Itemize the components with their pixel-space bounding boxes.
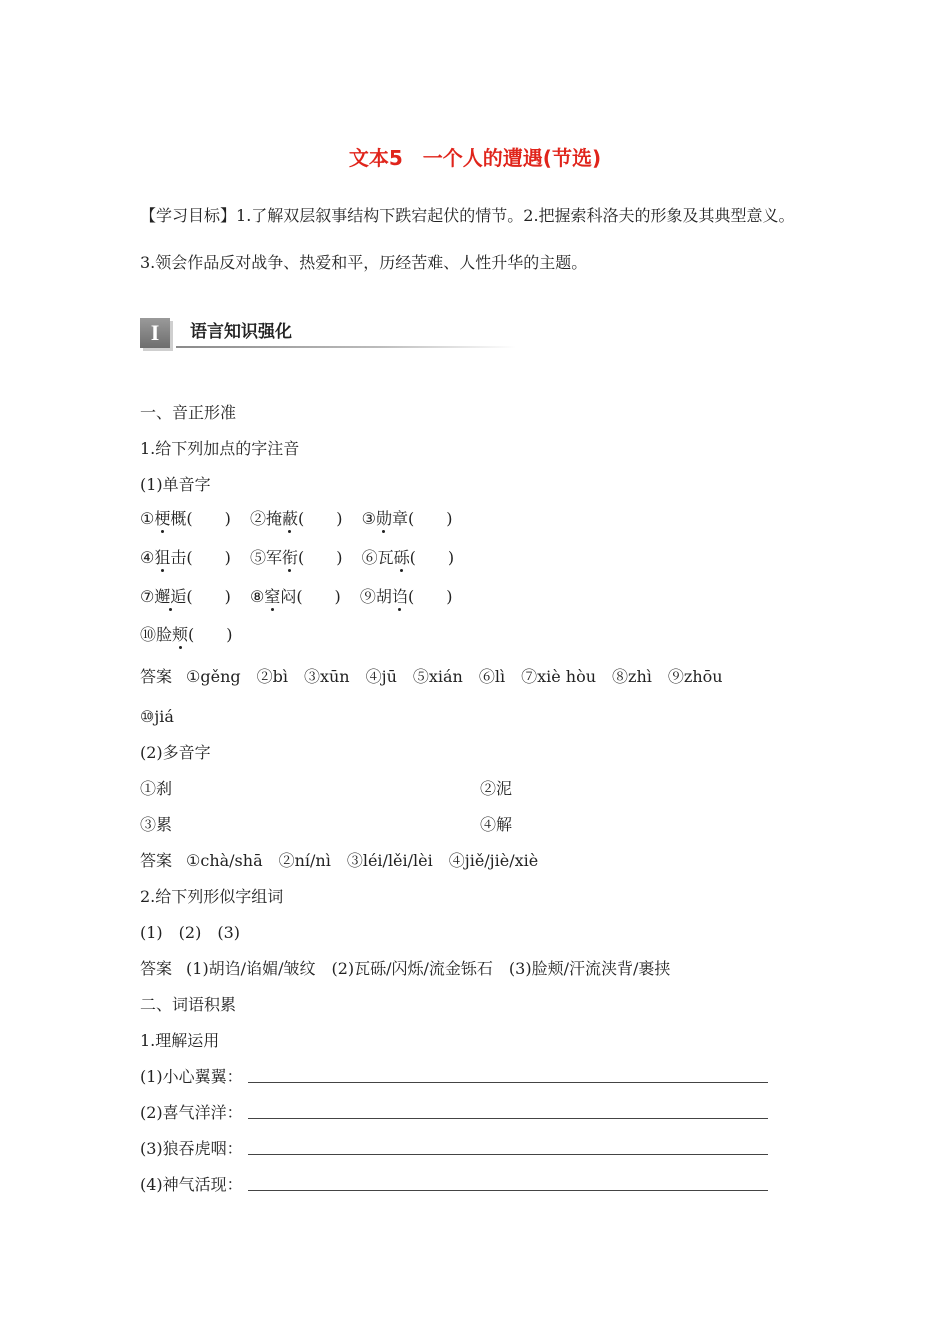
answer-text: ①chà/shā ②ní/nì ③léi/lěi/lèi ④jiě/jiè/xiè <box>186 851 539 870</box>
subsection-multi-char: (2)多音字 <box>140 743 211 762</box>
section-badge: I <box>140 318 170 348</box>
list-item: ⑩脸颊( ) <box>140 625 233 644</box>
answer-text: (1)胡诌/谄媚/皱纹 (2)瓦砾/闪烁/流金铄石 (3)脸颊/汗流浃背/裹挟 <box>186 959 671 978</box>
section-underline <box>176 346 516 348</box>
learning-goal-tag: 【学习目标】 <box>140 206 237 225</box>
answer-text: ①gěng ②bì ③xūn ④jū ⑤xián ⑥lì ⑦xiè hòu ⑧zhì ⑨zhōu <box>186 667 723 686</box>
list-item: ⑨胡诌( ) <box>359 587 453 606</box>
list-item: ⑤军衔( ) <box>249 548 343 567</box>
part2-question-1: 1.理解运用 <box>140 1031 220 1050</box>
list-item: ①刹 <box>140 779 173 798</box>
fill-item-1: (1)小心翼翼： <box>140 1067 243 1086</box>
part1-heading: 一、音正形准 <box>140 403 237 422</box>
answer-label: 答案 <box>140 959 173 978</box>
list-item: ②掩蔽( ) <box>249 509 343 528</box>
answer-similar-chars <box>140 961 670 977</box>
subsection-single-char: (1)单音字 <box>140 475 211 494</box>
list-item: ③勋章( ) <box>361 509 453 528</box>
part2-heading: 二、词语积累 <box>140 995 237 1014</box>
answer-label: 答案 <box>140 667 173 686</box>
answer-multi-char <box>140 853 538 869</box>
fill-item-2: (2)喜气洋洋： <box>140 1103 243 1122</box>
answer-blank-4[interactable] <box>248 1190 768 1191</box>
list-item: ⑧窒闷( ) <box>249 587 341 606</box>
section-title: 语言知识强化 <box>190 322 292 342</box>
item-row-1 <box>140 511 452 527</box>
fill-item-3: (3)狼吞虎咽： <box>140 1139 243 1158</box>
learning-goal-line-1 <box>140 208 795 224</box>
list-item: ⑥瓦砾( ) <box>361 548 455 567</box>
answer-blank-3[interactable] <box>248 1154 768 1155</box>
list-item: ①梗概( ) <box>140 509 231 528</box>
question-2-items: (1) (2) (3) <box>140 923 240 942</box>
list-item: ④狙击( ) <box>140 548 231 567</box>
part1-question-1: 1.给下列加点的字注音 <box>140 439 300 458</box>
list-item: ④解 <box>480 815 513 834</box>
learning-goal-line-2: 3.领会作品反对战争、热爱和平，历经苦难、人性升华的主题。 <box>140 253 588 272</box>
answer-label: 答案 <box>140 851 173 870</box>
answer-single-char <box>140 669 723 685</box>
item-row-4 <box>140 627 233 643</box>
answer-single-char-cont: ⑩jiá <box>140 707 174 726</box>
fill-item-4: (4)神气活现： <box>140 1175 243 1194</box>
learning-goal-text-1: 1.了解双层叙事结构下跌宕起伏的情节。2.把握索科洛夫的形象及其典型意义。 <box>236 206 795 225</box>
list-item: ②泥 <box>480 779 513 798</box>
item-row-3 <box>140 589 452 605</box>
part1-question-2: 2.给下列形似字组词 <box>140 887 284 906</box>
page-title: 文本5 一个人的遭遇(节选) <box>348 146 602 170</box>
item-row-2 <box>140 550 454 566</box>
answer-blank-1[interactable] <box>248 1082 768 1083</box>
list-item: ⑦邂逅( ) <box>140 587 231 606</box>
list-item: ③累 <box>140 815 173 834</box>
answer-blank-2[interactable] <box>248 1118 768 1119</box>
